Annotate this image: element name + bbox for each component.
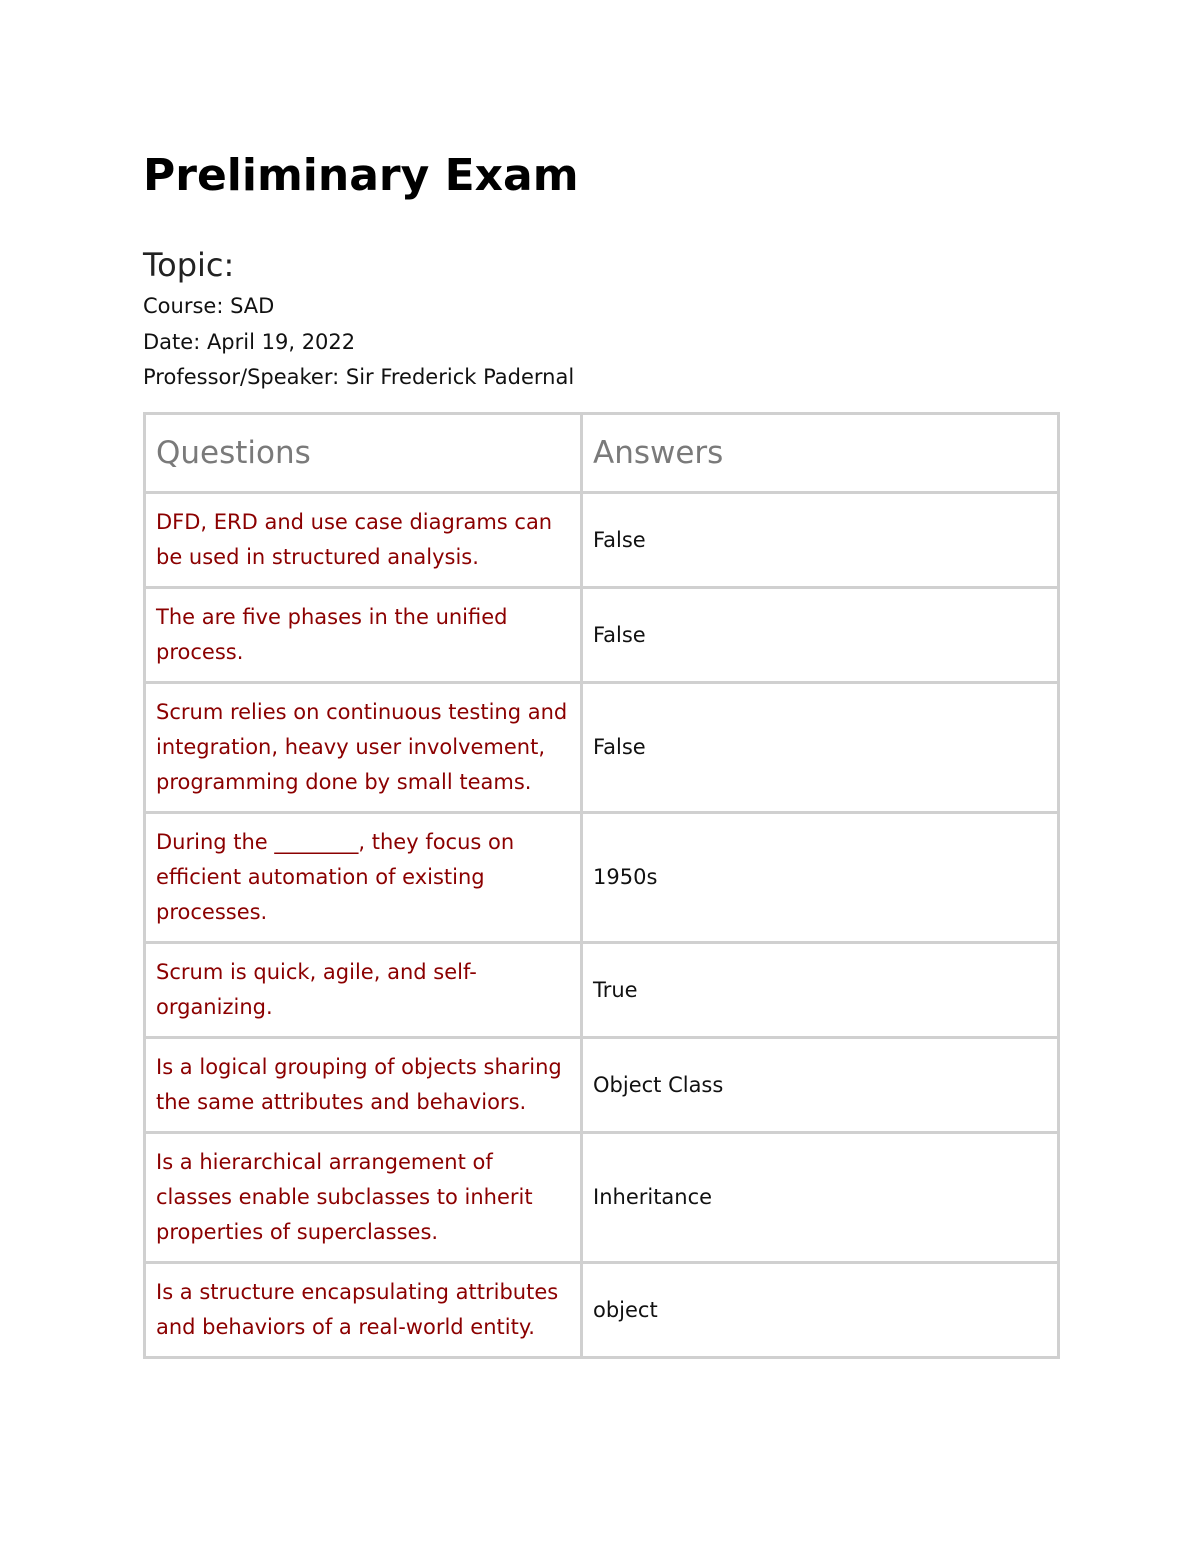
table-row [146, 1134, 1060, 1264]
table-row [146, 684, 1060, 814]
answer-cell: False [583, 494, 1060, 589]
table-row [146, 589, 1060, 684]
answer-cell: Object Class [583, 1039, 1060, 1134]
question-cell: DFD, ERD and use case diagrams can be used in structured analysis. [146, 494, 583, 589]
question-cell: During the ________, they focus on efficient automation of existing processes. [146, 814, 583, 944]
topic-heading: Topic: [143, 246, 235, 284]
answer-cell: 1950s [583, 814, 1060, 944]
answer-cell: Inheritance [583, 1134, 1060, 1264]
table-row [146, 944, 1060, 1039]
question-cell: Is a structure encapsulating attributes and behaviors of a real-world entity. [146, 1264, 583, 1359]
table-row [146, 1264, 1060, 1359]
qa-table [143, 412, 1060, 1359]
answer-cell: False [583, 684, 1060, 814]
professor-line: Professor/Speaker: Sir Frederick Padernal [143, 365, 575, 389]
question-cell: Is a logical grouping of objects sharing the same attributes and behaviors. [146, 1039, 583, 1134]
table-row [146, 1039, 1060, 1134]
table-row [146, 494, 1060, 589]
answer-cell: object [583, 1264, 1060, 1359]
answer-cell: False [583, 589, 1060, 684]
answers-header: Answers [583, 415, 1060, 494]
question-cell: The are five phases in the unified process. [146, 589, 583, 684]
answer-cell: True [583, 944, 1060, 1039]
questions-header: Questions [146, 415, 583, 494]
course-line: Course: SAD [143, 294, 275, 318]
question-cell: Is a hierarchical arrangement of classes enable subclasses to inherit properties of superclasses. [146, 1134, 583, 1264]
date-line: Date: April 19, 2022 [143, 330, 356, 354]
question-cell: Scrum is quick, agile, and self-organizing. [146, 944, 583, 1039]
table-header-row [146, 415, 1060, 494]
question-cell: Scrum relies on continuous testing and integration, heavy user involvement, programming done by small teams. [146, 684, 583, 814]
table-row [146, 814, 1060, 944]
document-title: Preliminary Exam [143, 150, 579, 201]
